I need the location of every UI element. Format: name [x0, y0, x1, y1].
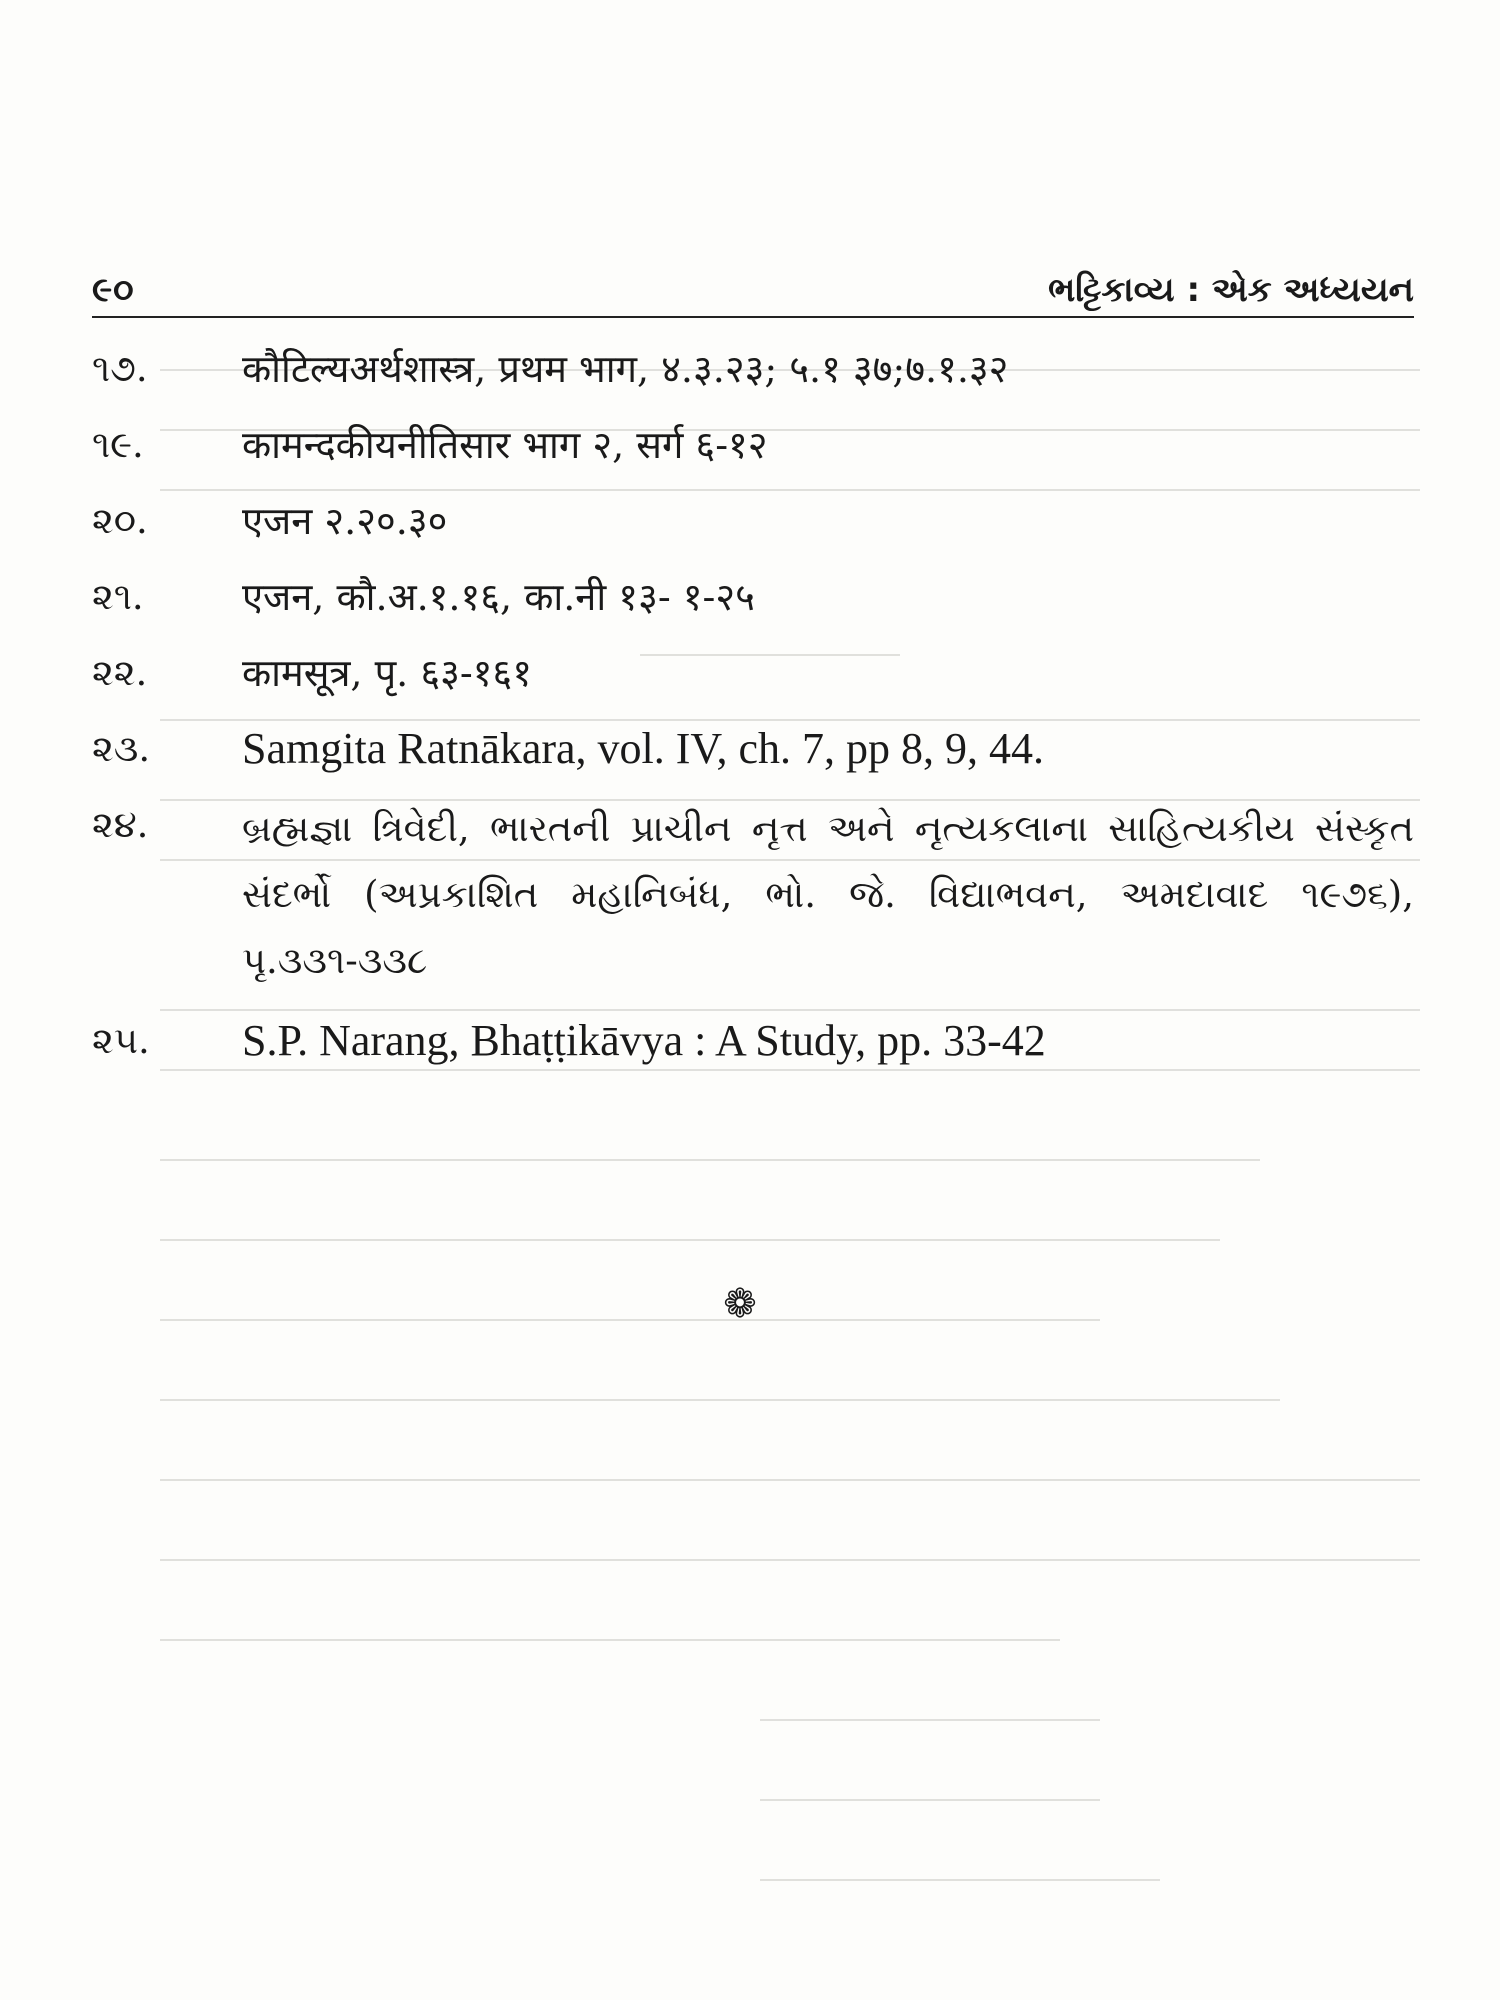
endnote-17 [92, 340, 1414, 398]
endnote-number: ૨૨. [92, 651, 148, 694]
endnote-21 [92, 568, 1414, 626]
endnote-text: एजन, कौ.अ.१.१६, का.नी १३- १-२५ [242, 575, 755, 619]
endnote-number: ૧૭. [92, 347, 148, 390]
running-header [92, 248, 1414, 310]
header-rule [92, 316, 1414, 318]
page-number: ૯૦ [92, 270, 135, 310]
endnote-23 [92, 720, 1414, 778]
endnote-number: ૧૯. [92, 423, 144, 466]
endnotes-list [92, 340, 1414, 1088]
endnote-text: एजन २.२०.३० [242, 499, 448, 543]
endnote-text: कौटिल्यअर्थशास्त्र, प्रथम भाग, ४.३.२३; ५.१ ३७;७.१.३२ [242, 347, 1009, 391]
endnote-number: ૨૫. [92, 1019, 150, 1062]
endnote-19 [92, 416, 1414, 474]
endnote-number: ૨૪. [92, 803, 149, 846]
endnote-text: બ્રહ્મજ્ઞા ત્રિવેદી, ભારતની પ્રાચીન નૃત્ત અને નૃત્યકલાના સાહિત્યકીય સંસ્કૃત સંદર્ભો (અપ્રકાશિત મહાનિબંધ, ભો. જે. વિદ્યાભવન, અમદાવાદ ૧૯૭૬), પૃ.૩૩૧-૩૩૮ [242, 807, 1414, 982]
endnote-22 [92, 644, 1414, 702]
endnote-number: ૨૦. [92, 499, 148, 542]
endnote-24 [92, 796, 1414, 994]
endnote-25 [92, 1012, 1414, 1070]
endnote-text: S.P. Narang, Bhaṭṭikāvya : A Study, pp. 33-42 [242, 1016, 1046, 1065]
endnote-text: कामन्दकीयनीतिसार भाग २, सर्ग ६-१२ [242, 423, 768, 467]
endnote-number: ૨૩. [92, 727, 151, 770]
endnote-number: ૨૧. [92, 575, 144, 618]
endnote-text: कामसूत्र, पृ. ६३-१६१ [242, 651, 532, 695]
endnote-text: Samgita Ratnākara, vol. IV, ch. 7, pp 8, 9, 44. [242, 724, 1045, 773]
flower-ornament-icon: ❁ [723, 1281, 757, 1327]
endnote-20 [92, 492, 1414, 550]
running-title: ભટ્ટિકાવ્ય : એક અધ્યયન [1048, 270, 1414, 310]
